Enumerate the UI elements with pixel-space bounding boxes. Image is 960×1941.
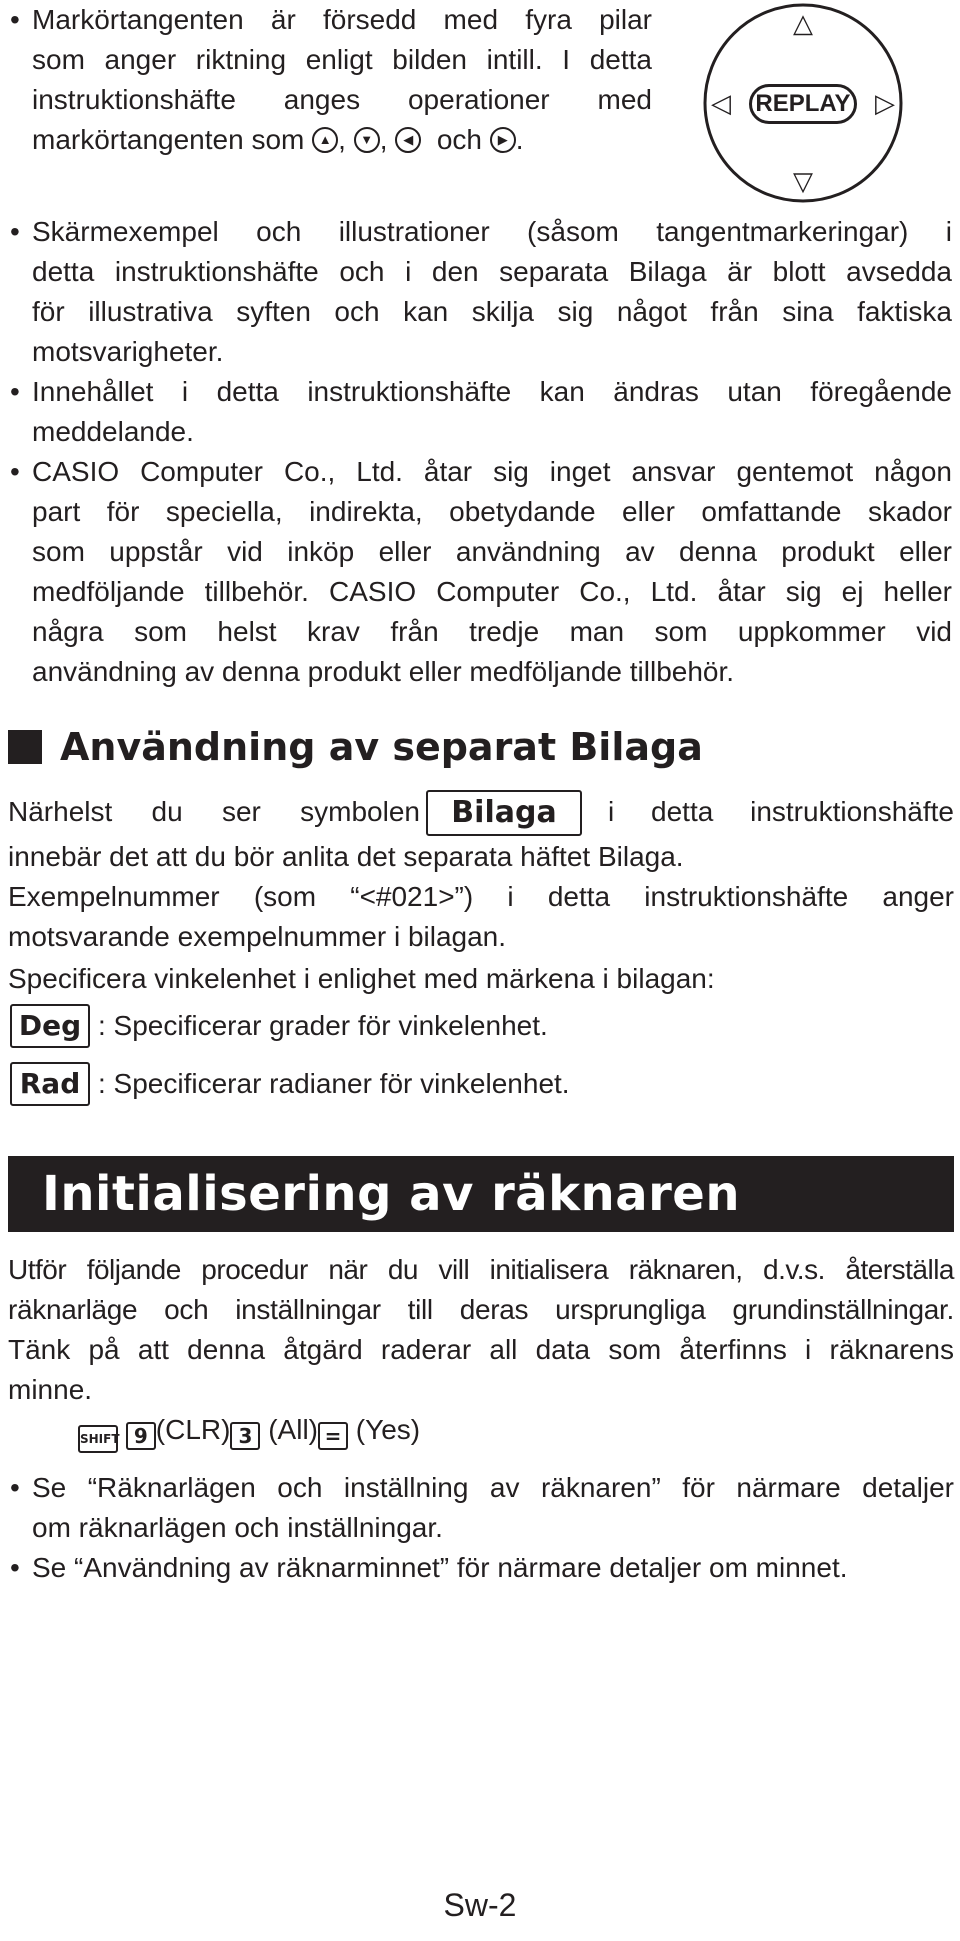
bullet-marker: • [10, 456, 20, 487]
init-bullet-1-line: Se “Räknarlägen och inställning av räknaren” för närmare detaljer [32, 1472, 954, 1503]
page-number: Sw-2 [443, 1887, 517, 1923]
intro-line-2: som anger riktning enligt bilden intill. I detta [32, 44, 652, 75]
init-bullet-2-line: Se “Användning av räknarminnet” för närmare detaljer om minnet. [32, 1552, 848, 1583]
bullet-marker: • [10, 376, 20, 407]
cursor-down-icon: ▽ [793, 166, 813, 196]
rad-description: : Specificerar radianer för vinkelenhet. [98, 1068, 570, 1099]
deg-symbol: Deg [10, 1004, 90, 1048]
intro-och: och [436, 124, 482, 155]
intro-line-1: Markörtangenten är försedd med fyra pilar [32, 4, 652, 35]
note-3-line: några som helst krav från tredje man som uppkommer vid [32, 616, 952, 647]
bullet-marker: • [10, 1552, 20, 1583]
note-1-line: motsvarigheter. [32, 336, 224, 367]
bullet-marker: • [10, 1472, 20, 1503]
cursor-left-icon: ◁ [711, 88, 731, 118]
left-arrow-key-icon: ◀ [395, 127, 421, 153]
init-bullet-1 [32, 1468, 954, 1548]
three-key-icon: 3 [230, 1422, 260, 1450]
intro-line-3: instruktionshäfte anges operationer med [32, 84, 652, 115]
init-line: Tänk på att denna åtgärd raderar all data som återfinns i räknarens [8, 1334, 954, 1365]
intro-line-4: markörtangenten som ▲ , ▼ , ◀ och ▶ . [32, 124, 524, 155]
note-3 [32, 452, 952, 692]
intro-paragraph [32, 0, 652, 160]
equals-key-icon: = [318, 1422, 348, 1450]
note-3-line: CASIO Computer Co., Ltd. åtar sig inget ansvar gentemot någon [32, 456, 952, 487]
bilaga-line-1 [8, 790, 954, 834]
cursor-up-icon: △ [793, 8, 813, 38]
note-2 [32, 372, 952, 452]
bilaga-line-5: Specificera vinkelenhet i enlighet med märkena i bilagan: [8, 963, 715, 994]
section-square-icon [8, 730, 42, 764]
deg-description: : Specificerar grader för vinkelenhet. [98, 1010, 548, 1041]
nine-key-icon: 9 [126, 1422, 156, 1450]
cursor-right-icon: ▷ [875, 88, 895, 118]
clr-label: (CLR) [155, 1414, 231, 1445]
init-heading-bar [8, 1156, 954, 1232]
init-heading: Initialisering av räknaren [42, 1166, 741, 1222]
all-label: (All) [268, 1414, 318, 1445]
right-arrow-key-icon: ▶ [490, 127, 516, 153]
bilaga-line-2: innebär det att du bör anlita det separata häftet Bilaga. [8, 841, 684, 872]
init-bullet-2 [32, 1548, 954, 1588]
init-line: Utför följande procedur när du vill initialisera räknaren, d.v.s. återställa [8, 1254, 954, 1285]
yes-label: (Yes) [355, 1414, 421, 1445]
note-3-line: part för speciella, indirekta, obetydande eller omfattande skador [32, 496, 952, 527]
note-3-line: som uppstår vid inköp eller användning av denna produkt eller [32, 536, 952, 567]
down-arrow-key-icon: ▼ [354, 127, 380, 153]
bullet-marker: • [10, 216, 20, 247]
rad-symbol: Rad [10, 1062, 90, 1106]
bilaga-line-1-post: i detta instruktionshäfte [608, 796, 954, 827]
bilaga-line-4: motsvarande exempelnummer i bilagan. [8, 921, 507, 952]
key-sequence [78, 1410, 420, 1453]
intro-line-4-start: markörtangenten som [32, 124, 305, 155]
replay-key-label: REPLAY [749, 84, 857, 124]
note-1-line: detta instruktionshäfte och i den separata Bilaga är blott avsedda [32, 256, 952, 287]
note-1 [32, 212, 952, 372]
note-1-line: Skärmexempel och illustrationer (såsom tangentmarkeringar) i [32, 216, 952, 247]
note-2-line: Innehållet i detta instruktionshäfte kan ändras utan föregående [32, 376, 952, 407]
note-3-line: användning av denna produkt eller medföljande tillbehör. [32, 656, 735, 687]
shift-key-icon: SHIFT [78, 1425, 118, 1453]
init-paragraph [8, 1250, 954, 1410]
note-3-line: medföljande tillbehör. CASIO Computer Co., Ltd. åtar sig ej heller [32, 576, 952, 607]
up-arrow-key-icon: ▲ [312, 127, 338, 153]
bilaga-line-1-pre: Närhelst du ser symbolen [8, 796, 420, 827]
bilaga-heading: Användning av separat Bilaga [60, 725, 703, 769]
note-2-line: meddelande. [32, 416, 194, 447]
cursor-key-illustration [700, 0, 906, 206]
bilaga-symbol: Bilaga [426, 790, 582, 836]
init-line: minne. [8, 1374, 93, 1405]
note-1-line: för illustrativa syften och kan skilja sig något från sina faktiska [32, 296, 952, 327]
init-bullet-1-line: om räknarlägen och inställningar. [32, 1512, 443, 1543]
bullet-marker: • [10, 4, 20, 35]
init-line: räknarläge och inställningar till deras ursprungliga grundinställningar. [8, 1294, 954, 1325]
bilaga-line-3: Exempelnummer (som “<#021>”) i detta instruktionshäfte anger [8, 881, 954, 912]
